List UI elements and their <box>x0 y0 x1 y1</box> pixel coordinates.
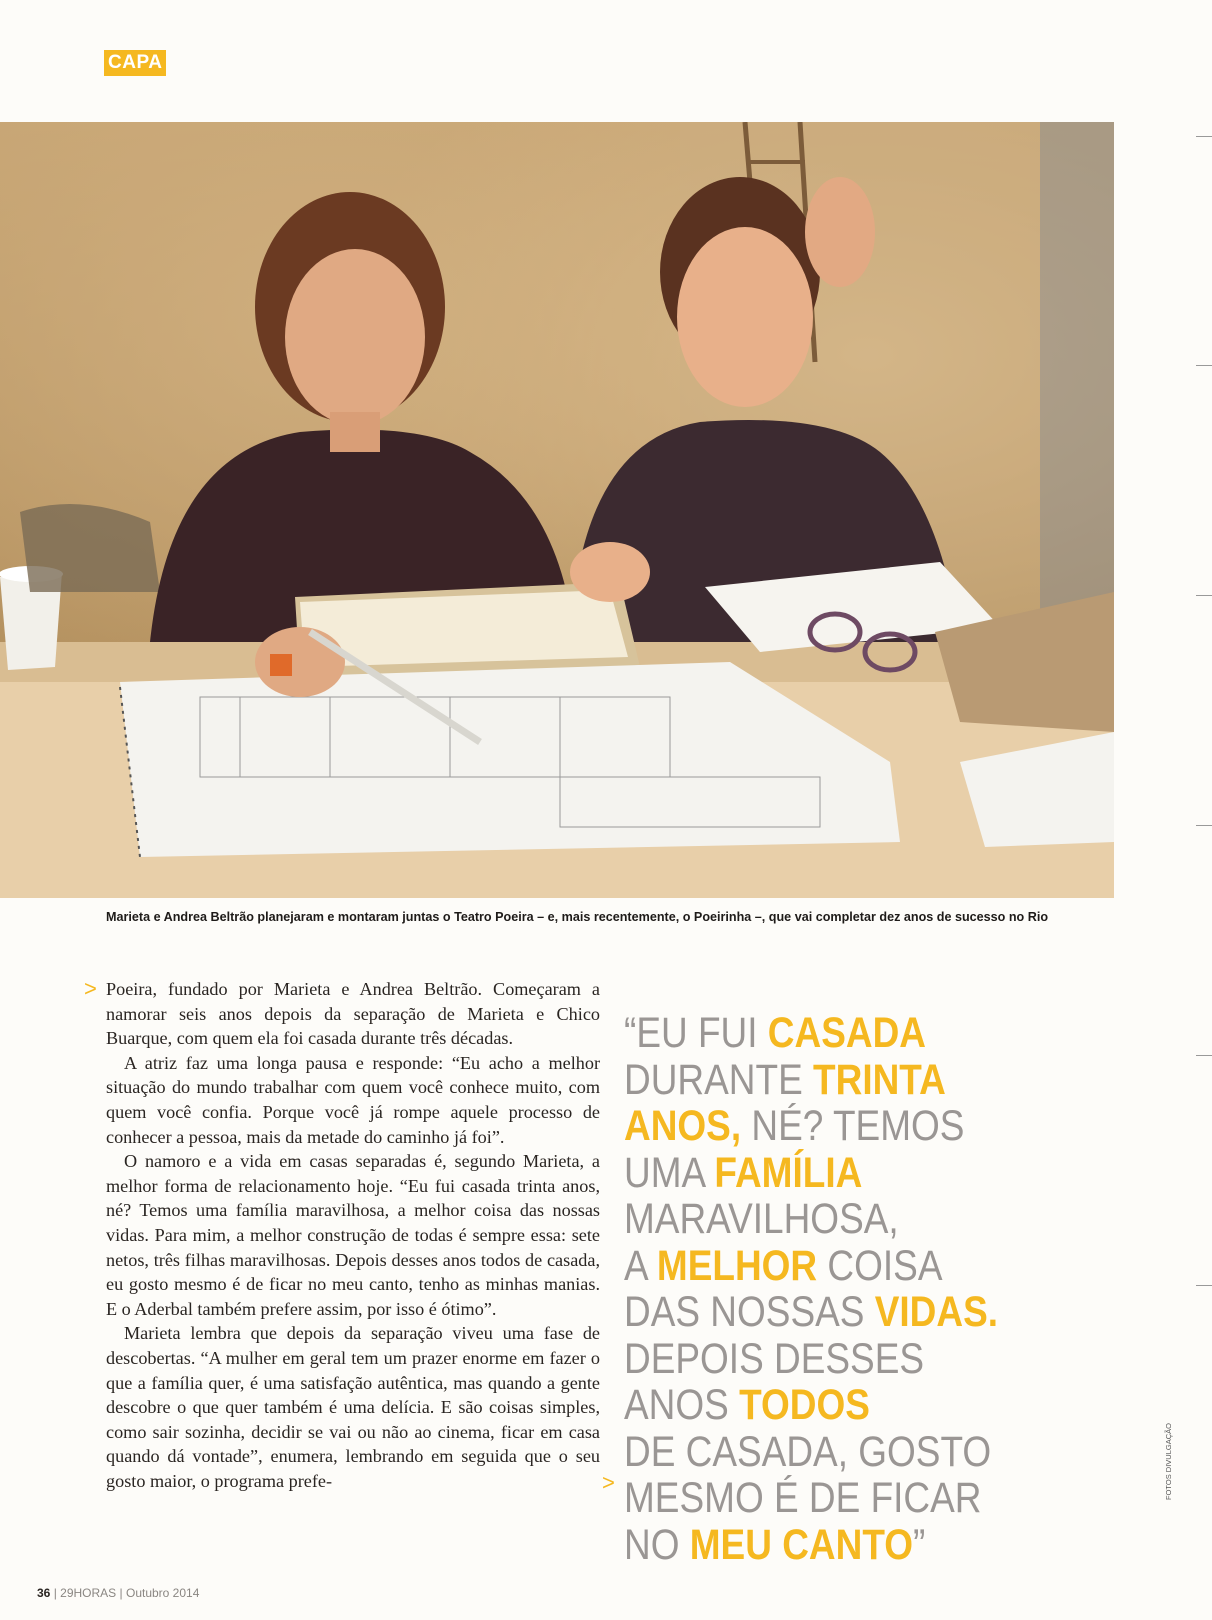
pull-quote-line <box>624 1057 968 1104</box>
pull-quote-highlight: TODOS <box>739 1381 870 1429</box>
pull-quote-line <box>624 1196 968 1243</box>
pull-quote-highlight: FAMÍLIA <box>714 1148 863 1197</box>
pull-quote <box>624 1009 999 1569</box>
crop-mark <box>1196 1055 1212 1056</box>
pull-quote-text: NO <box>624 1520 690 1569</box>
pull-quote-highlight: MEU CANTO <box>689 1520 914 1569</box>
photo-illustration <box>0 122 1114 898</box>
pull-quote-highlight: ANOS, <box>624 1102 742 1150</box>
crop-mark <box>1196 365 1212 366</box>
pull-quote-line <box>624 1522 968 1569</box>
pull-quote-highlight: VIDAS. <box>874 1288 999 1336</box>
pull-quote-text: ANOS <box>624 1381 740 1429</box>
pull-quote-line <box>624 1150 968 1197</box>
issue-date: Outubro 2014 <box>125 1586 200 1600</box>
folio-separator: | <box>50 1586 61 1600</box>
pull-quote-line <box>624 1010 968 1057</box>
pull-quote-line <box>624 1382 968 1429</box>
pull-quote-text: DE CASADA, GOSTO <box>624 1427 992 1476</box>
photo-credit: FOTOS DIVULGAÇÃO <box>1164 1423 1173 1500</box>
crop-mark <box>1196 595 1212 596</box>
crop-mark <box>1196 136 1212 137</box>
pull-quote-line <box>624 1243 968 1290</box>
section-tag: CAPA <box>104 50 166 76</box>
crop-mark <box>1196 1285 1212 1286</box>
pull-quote-text: MARAVILHOSA, <box>624 1195 899 1243</box>
pull-quote-text: MESMO É DE FICAR <box>624 1474 982 1522</box>
pull-quote-text: “EU FUI <box>624 1009 768 1057</box>
page-number: 36 <box>37 1586 51 1600</box>
pull-quote-text: A <box>624 1241 657 1290</box>
start-arrow-icon: > <box>84 976 97 1001</box>
pull-quote-text: ” <box>913 1520 926 1569</box>
pull-quote-text: DEPOIS DESSES <box>624 1334 925 1383</box>
pull-quote-line <box>624 1336 968 1383</box>
magazine-name: 29HORAS <box>60 1586 117 1600</box>
pull-quote-line <box>624 1288 999 1336</box>
article-body <box>106 977 600 1493</box>
photo-caption: Marieta e Andrea Beltrão planejaram e montaram juntas o Teatro Poeira – e, mais recentemente, o Poeirinha –, que vai completar dez anos de sucesso no Rio <box>106 910 1049 924</box>
pull-quote-highlight: TRINTA <box>813 1055 946 1104</box>
paragraph: Marieta lembra que depois da separação viveu uma fase de descobertas. “A mulher em geral tem um prazer enorme em fazer o que a família quer, é uma satisfação autêntica, mas quando a gente descobre o que quer também é uma delícia. E são coisas simples, como sair sozinha, decidir se vai ou não ao cinema, ficar em casa quando dá vontade”, enumera, lembrando em seguida que o seu gosto maior, o programa prefe- <box>106 1323 600 1491</box>
page-folio <box>37 1586 199 1600</box>
crop-mark <box>1196 825 1212 826</box>
article-photo <box>0 122 1114 898</box>
pull-quote-text: UMA <box>624 1148 715 1197</box>
pull-quote-text: NÉ? TEMOS <box>741 1102 965 1150</box>
pull-quote-line <box>624 1103 968 1150</box>
paragraph: O namoro e a vida em casas separadas é, segundo Marieta, a melhor forma de relacionamento hoje. “Eu fui casada trinta anos, né? Temos uma família maravilhosa, a melhor coisa das nossas vidas. Para mim, a melhor construção de todas é sempre essa: sete netos, três filhas maravilhosas. Depois desses anos todos de casada, eu gosto mesmo é de ficar no meu canto, tenho as minhas manias. E o Aderbal também prefere assim, por isso é ótimo”. <box>106 1151 600 1319</box>
pull-quote-highlight: CASADA <box>767 1009 927 1057</box>
pull-quote-line <box>624 1427 992 1476</box>
paragraph: Poeira, fundado por Marieta e Andrea Beltrão. Começaram a namorar seis anos depois da separação de Marieta e Chico Buarque, com quem ela foi casada durante três décadas. <box>106 979 600 1049</box>
pull-quote-text: COISA <box>817 1241 943 1290</box>
continue-arrow-icon: > <box>602 1470 615 1495</box>
pull-quote-highlight: MELHOR <box>656 1241 818 1290</box>
paragraph: A atriz faz uma longa pausa e responde: “Eu acho a melhor situação do mundo trabalhar com quem você conhece muito, com quem você confia. Porque você já rompe aquele processo de conhecer a pessoa, mais da metade do caminho já foi”. <box>106 1052 600 1147</box>
pull-quote-text: DAS NOSSAS <box>624 1288 875 1336</box>
pull-quote-text: DURANTE <box>624 1055 814 1104</box>
folio-separator: | <box>116 1586 126 1600</box>
pull-quote-line <box>624 1474 982 1522</box>
